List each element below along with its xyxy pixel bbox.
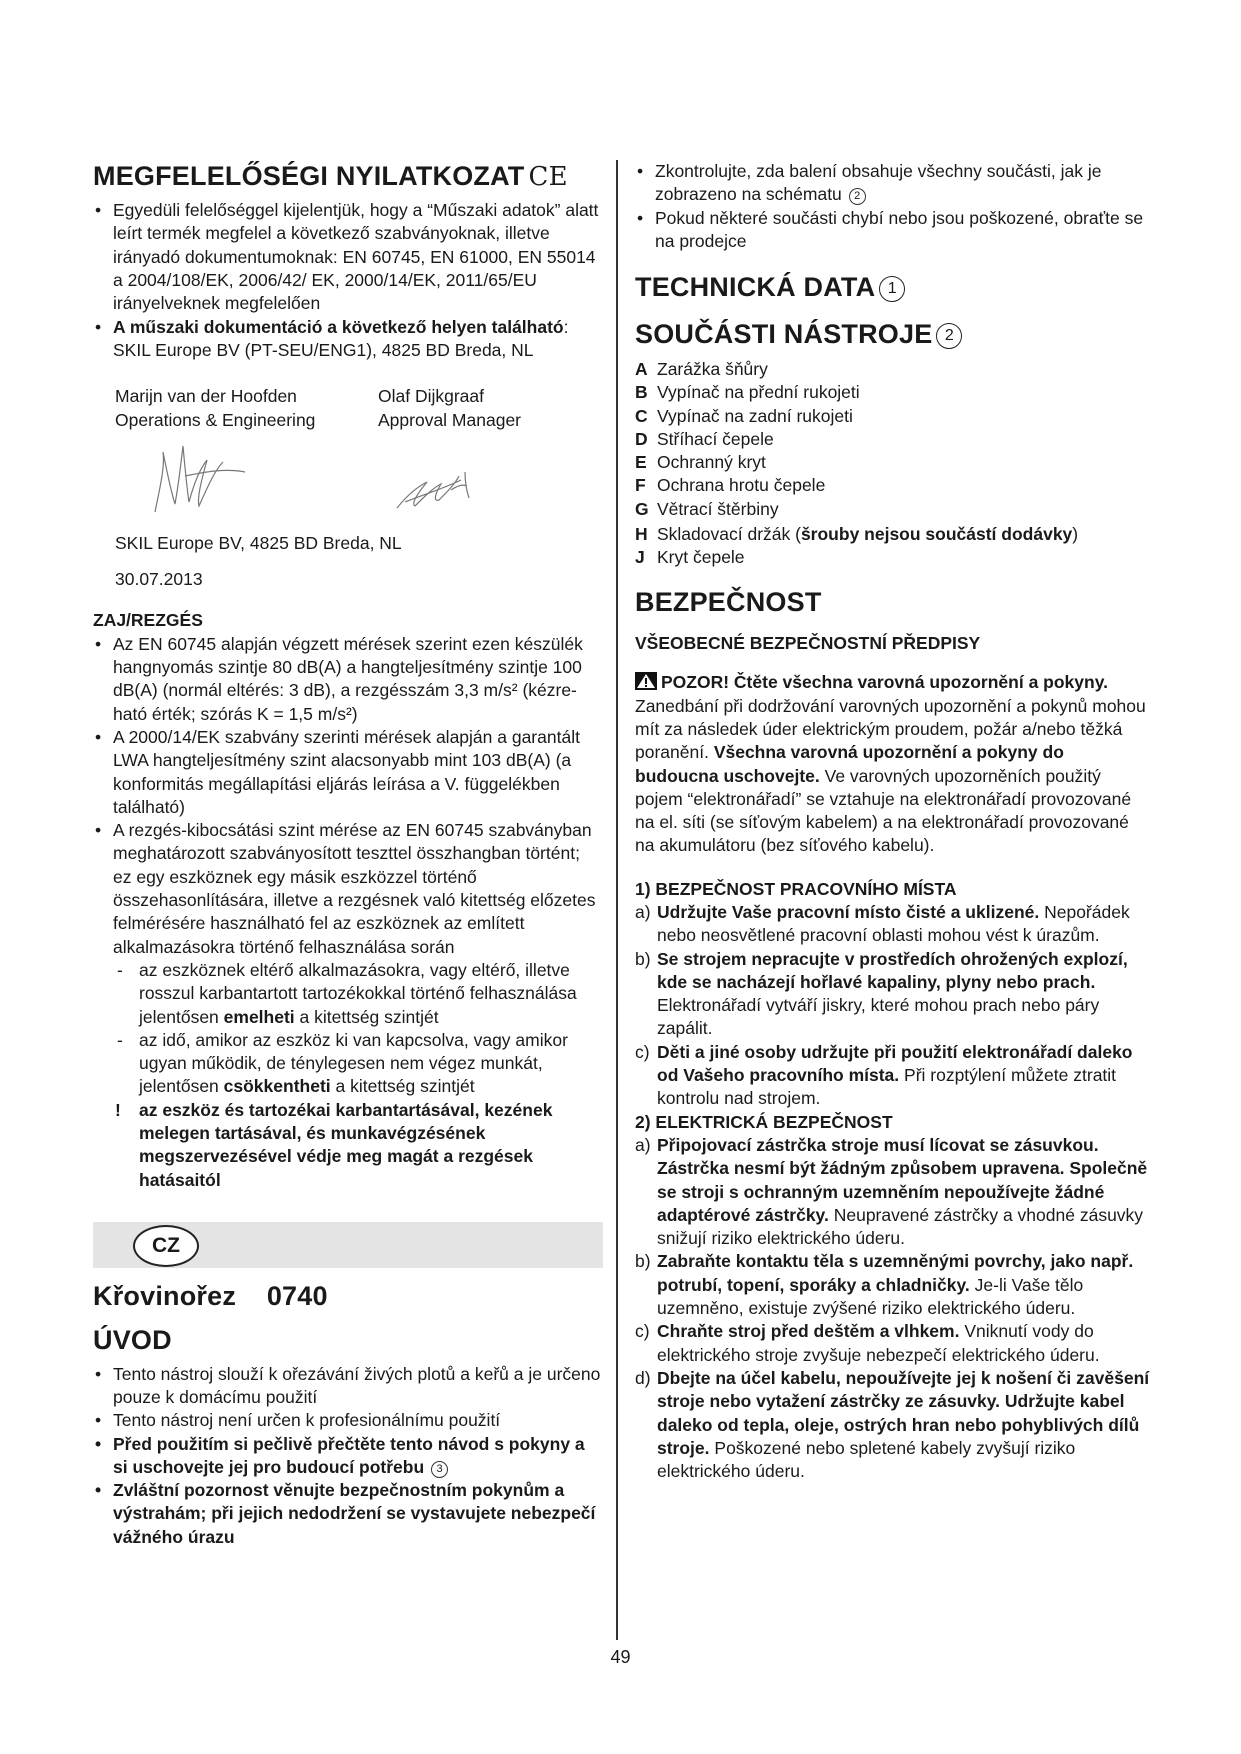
workplace-item-b: b) Se strojem nepracujte v prostředích ohrožených explozí, kde se nacházejí hořlavé kapaliny, plyny nebo prach. Elektronářadí vytváří jiskry, které mohou prach nebo páry zapálit. [635,948,1128,1039]
part-item: A Zarážka šňůry [635,358,768,379]
figure-ref-icon: 1 [879,276,905,302]
exclamation-icon: ! [115,1099,121,1120]
intro-bullet-1: • Tento nástroj slouží k ořezávání živých plotů a keřů a je určeno pouze k domácímu použití [93,1363,603,1410]
electrical-item-c: c) Chraňte stroj před deštěm a vlhkem. Vniknutí vody do elektrického stroje zvyšuje nebezpečí elektrického úderu. [635,1321,1100,1365]
noise-sub-2: - az idő, amikor az eszköz ki van kapcsolva, vagy amikor ugyan működik, de ténylegesen nem végez munkát, jelentősen csökkentheti a kitettség szintjét [117,1029,568,1097]
electrical-item-a: a) Připojovací zástrčka stroje musí lícovat se zásuvkou. Zástrčka nesmí být žádným způsobem upravena. Společně se stroji s ochranným uzemněním nepoužívejte žádné adaptérové zástrčky. Neupravené zástrčky a vhodné zásuvky snižují riziko elektrického úderu. [635,1134,1148,1249]
intro-bullet-3: • Před použitím si pečlivě přečtěte tento návod s pokyny a si uschovejte jej pro budoucí potřebu 3 [93,1433,603,1480]
safety-heading: BEZPEČNOST [635,586,822,617]
part-item: E Ochranný kryt [635,452,766,473]
intro-heading: ÚVOD [93,1325,172,1356]
signature-1-image [115,432,555,532]
signatory-2-name: Olaf Dijkgraaf [378,386,485,407]
package-list [635,160,1150,253]
declaration-date: 30.07.2013 [115,569,203,590]
package-bullet-1: • Zkontrolujte, zda balení obsahuje všechny součásti, jak je zobrazeno na schématu 2 [635,160,1150,207]
right-column [635,160,1150,1483]
workplace-safety-heading: 1) BEZPEČNOST PRACOVNÍHO MÍSTA [635,878,957,899]
signatures [115,432,603,532]
part-item: G Větrací štěrbiny [635,498,779,519]
workplace-item-c: c) Děti a jiné osoby udržujte při použití elektronářadí daleko od Vašeho pracovního místa. Při rozptýlení můžete ztratit kontrolu nad strojem. [635,1041,1133,1109]
noise-bullet-3: • A rezgés-kibocsátási szint mérése az EN 60745 szabványban meghatározott szabványosított teszttel összhangban történt; ez egy eszköznek egy másik eszközzel történő összehasonlítására, illetve a rezgésnek való kitettség előzetes felmérésére használható fel az eszköznek az említett alkalmazásokra történő felhasználása során [93,819,603,959]
noise-list [93,633,603,959]
intro-list [93,1363,603,1549]
package-bullet-2: • Pokud některé součásti chybí nebo jsou poškozené, obraťte se na prodejce [635,207,1150,254]
declaration-title: MEGFELELŐSÉGI NYILATKOZAT CE [93,161,568,192]
language-bar [93,1222,603,1268]
part-item: J Kryt čepele [635,547,745,568]
left-column [93,160,603,1549]
column-divider [616,160,618,1640]
part-item: D Stříhací čepele [635,428,774,449]
language-badge: CZ [133,1225,199,1267]
noise-heading: ZAJ/REZGÉS [93,610,203,631]
noise-bullet-2: • A 2000/14/EK szabvány szerinti mérések alapján a garantált LWA hangteljesítmény szint alacsonyabb mint 103 dB(A) (a konformitás megállapítási eljárás leírása a V. függelékben található) [93,726,603,819]
doc-location-bullet: • A műszaki dokumentáció a következő helyen található: SKIL Europe BV (PT-SEU/ENG1), 4825 BD Breda, NL [93,316,603,363]
warning-paragraph: POZOR! Čtěte všechna varovná upozornění a pokyny. Zanedbání při dodržování varovných upozornění a pokynů mohou mít za následek úder elektrickým proudem, požár a/nebo těžká poranění. Všechna varovná upozornění a pokyny do budoucna uschovejte. Ve varovných upozorněních použitý pojem “elektronářadí” se vztahuje na elektronářadí provozované na el. síti (se síťovým kabelem) a na elektronářadí provozované na akumulátoru (bez síťového kabelu). [635,672,1146,856]
electrical-item-b: b) Zabraňte kontaktu těla s uzemněnými povrchy, jako např. potrubí, topení, sporáky a chladničky. Je-li Vaše tělo uzemněno, existuje zvýšené riziko elektrického úderu. [635,1251,1134,1319]
signatory-1-role: Operations & Engineering [115,409,316,430]
figure-ref-icon: 2 [849,188,866,205]
warning-icon [635,672,657,690]
signatory-2-role: Approval Manager [378,409,521,430]
page-number: 49 [610,1647,631,1667]
general-safety-heading: VŠEOBECNÉ BEZPEČNOSTNÍ PŘEDPISY [635,633,981,654]
signatory-roles [115,409,603,432]
part-item: F Ochrana hrotu čepele [635,475,826,496]
declaration-list [93,199,603,362]
signatory-names [115,385,603,408]
part-item: H Skladovací držák (šrouby nejsou součástí dodávky) [635,524,1079,545]
noise-bullet-1: • Az EN 60745 alapján végzett mérések szerint ezen készülék hangnyomás szintje 80 dB(A) a hangteljesítmény szintje 100 dB(A) (normál eltérés: 3 dB), a rezgésszám 3,3 m/s² (kézre-ható érték; szórás K = 1,5 m/s²) [93,633,603,726]
electrical-item-d: d) Dbejte na účel kabelu, nepoužívejte jej k nošení či zavěšení stroje nebo vytažení zástrčky ze zásuvky. Udržujte kabel daleko od tepla, oleje, ostrých hran nebo pohyblivých dílů stroje. Poškozené nebo spletené kabely zvyšují riziko elektrického úderu. [635,1367,1150,1482]
parts-heading: SOUČÁSTI NÁSTROJE 2 [635,318,1150,350]
intro-bullet-4: • Zvláštní pozornost věnujte bezpečnostním pokynům a výstrahám; při jejich nedodržení se vystavujete nebezpečí vážného úrazu [93,1479,603,1549]
part-item: C Vypínač na zadní rukojeti [635,405,853,426]
noise-sub-1: - az eszköznek eltérő alkalmazásokra, vagy eltérő, illetve rosszul karbantartott tartozékokkal történő felhasználása jelentősen emelheti a kitettség szintjét [117,959,577,1027]
ce-mark: CE [528,162,568,192]
parts-list [635,358,1150,570]
signatory-1-name: Marijn van der Hoofden [115,386,297,407]
product-title: Křovinořez 0740 [93,1280,328,1311]
intro-bullet-2: • Tento nástroj není určen k profesionálnímu použití [93,1409,603,1432]
declaration-bullet: • Egyedüli felelőséggel kijelentjük, hogy a “Műszaki adatok” alatt leírt termék megfelel a következő szabványoknak, illetve irányadó dokumentumoknak: EN 60745, EN 61000, EN 55014 a 2004/108/EK, 2006/42/ EK, 2000/14/EK, 2011/65/EU irányelveknek megfelelően [93,199,603,315]
company-address: SKIL Europe BV, 4825 BD Breda, NL [115,532,402,553]
part-item: B Vypínač na přední rukojeti [635,382,860,403]
figure-ref-icon: 3 [431,1461,448,1478]
vibration-warning: ! az eszköz és tartozékai karbantartásával, kezének melegen tartásával, és munkavégzésének megszervezésével védje meg magát a rezgések hatásaitól [115,1099,553,1190]
figure-ref-icon: 2 [936,323,962,349]
workplace-item-a: a) Udržujte Vaše pracovní místo čisté a uklizené. Nepořádek nebo neosvětlené pracovní oblasti mohou vést k úrazům. [635,902,1130,946]
tech-data-heading: TECHNICKÁ DATA 1 [635,271,1150,303]
electrical-safety-heading: 2) ELEKTRICKÁ BEZPEČNOST [635,1111,893,1132]
